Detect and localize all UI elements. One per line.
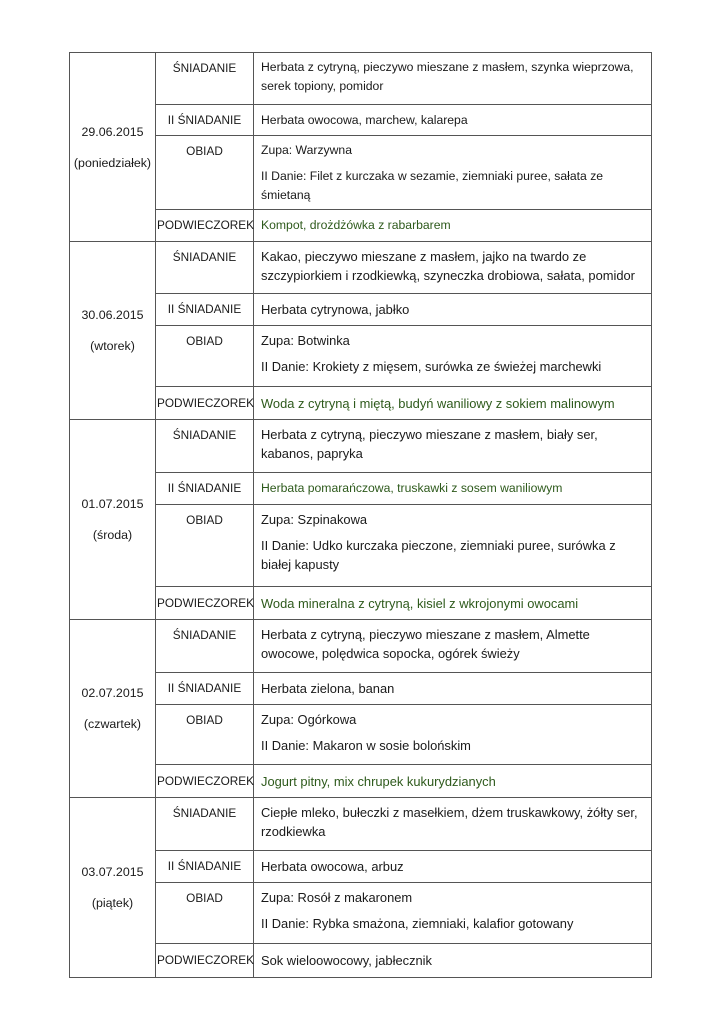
meal-label-lunch: OBIAD [156,136,254,210]
lunch-main: II Danie: Makaron w sosie bolońskim [261,738,471,753]
meal-label-breakfast: ŚNIADANIE [156,798,254,851]
lunch-main: II Danie: Filet z kurczaka w sezamie, ziemniaki puree, sałata ze śmietaną [261,169,604,202]
lunch-soup: Zupa: Warzywna [261,143,352,157]
meal-label-second-breakfast: II ŚNIADANIE [156,105,254,136]
dish-lunch [254,326,652,387]
table-row [70,294,652,326]
table-row [70,473,652,505]
dish-second-breakfast: Herbata owocowa, marchew, kalarepa [254,105,652,136]
day-date: 30.06.2015 [81,308,144,322]
lunch-main: II Danie: Udko kurczaka pieczone, ziemniaki puree, surówka z białej kapusty [261,538,616,572]
day-date: 03.07.2015 [81,865,144,879]
day-weekday: (piątek) [91,896,134,910]
day-date: 01.07.2015 [81,497,144,511]
dish-second-breakfast: Herbata owocowa, arbuz [254,851,652,883]
meal-label-snack: PODWIECZOREK [156,210,254,242]
table-row [70,242,652,294]
meal-label-lunch: OBIAD [156,326,254,387]
day-date: 02.07.2015 [81,686,144,700]
table-row [70,136,652,210]
menu-table [69,52,652,978]
dish-second-breakfast: Herbata zielona, banan [254,673,652,705]
table-row [70,210,652,242]
meal-label-second-breakfast: II ŚNIADANIE [156,294,254,326]
dish-breakfast: Herbata z cytryną, pieczywo mieszane z masłem, biały ser, kabanos, papryka [254,420,652,473]
dish-snack: Kompot, drożdżówka z rabarbarem [254,210,652,242]
meal-label-breakfast: ŚNIADANIE [156,242,254,294]
table-row [70,326,652,387]
table-row [70,587,652,620]
dish-lunch [254,136,652,210]
meal-label-second-breakfast: II ŚNIADANIE [156,673,254,705]
lunch-soup: Zupa: Szpinakowa [261,512,368,527]
meal-label-breakfast: ŚNIADANIE [156,620,254,673]
table-row [70,620,652,673]
day-date: 29.06.2015 [81,124,144,139]
table-row [70,420,652,473]
dish-lunch [254,705,652,765]
dish-second-breakfast: Herbata pomarańczowa, truskawki z sosem waniliowym [254,473,652,505]
day-date-cell [70,242,156,420]
dish-snack: Jogurt pitny, mix chrupek kukurydzianych [254,765,652,798]
meal-label-snack: PODWIECZOREK [156,944,254,978]
table-row [70,673,652,705]
day-weekday: (środa) [92,528,133,542]
table-row [70,105,652,136]
lunch-main: II Danie: Krokiety z mięsem, surówka ze świeżej marchewki [261,359,602,374]
day-weekday: (czwartek) [83,717,142,731]
table-row [70,387,652,420]
table-row [70,883,652,944]
table-row [70,851,652,883]
dish-breakfast: Herbata z cytryną, pieczywo mieszane z masłem, szynka wieprzowa, serek topiony, pomidor [254,53,652,105]
meal-label-lunch: OBIAD [156,883,254,944]
meal-label-breakfast: ŚNIADANIE [156,53,254,105]
day-date-cell [70,620,156,798]
lunch-soup: Zupa: Ogórkowa [261,712,357,727]
table-row [70,944,652,978]
meal-label-second-breakfast: II ŚNIADANIE [156,851,254,883]
meal-label-second-breakfast: II ŚNIADANIE [156,473,254,505]
table-row [70,505,652,587]
lunch-main: II Danie: Rybka smażona, ziemniaki, kalafior gotowany [261,916,574,931]
table-row [70,705,652,765]
meal-label-snack: PODWIECZOREK [156,387,254,420]
day-weekday: (poniedziałek) [73,155,152,170]
meal-label-snack: PODWIECZOREK [156,587,254,620]
dish-breakfast: Kakao, pieczywo mieszane z masłem, jajko na twardo ze szczypiorkiem i rzodkiewką, szyneczka drobiowa, sałata, pomidor [254,242,652,294]
dish-second-breakfast: Herbata cytrynowa, jabłko [254,294,652,326]
lunch-soup: Zupa: Rosół z makaronem [261,890,413,905]
day-date-cell [70,798,156,978]
meal-label-breakfast: ŚNIADANIE [156,420,254,473]
dish-snack: Sok wieloowocowy, jabłecznik [254,944,652,978]
table-row [70,53,652,105]
dish-breakfast: Herbata z cytryną, pieczywo mieszane z masłem, Almette owocowe, polędwica sopocka, ogórek świeży [254,620,652,673]
day-date-cell [70,420,156,620]
dish-breakfast: Ciepłe mleko, bułeczki z masełkiem, dżem truskawkowy, żółty ser, rzodkiewka [254,798,652,851]
table-row [70,798,652,851]
dish-snack: Woda mineralna z cytryną, kisiel z wkrojonymi owocami [254,587,652,620]
table-row [70,765,652,798]
dish-lunch [254,883,652,944]
day-date-cell [70,53,156,242]
lunch-soup: Zupa: Botwinka [261,333,350,348]
day-weekday: (wtorek) [90,339,135,353]
dish-snack: Woda z cytryną i miętą, budyń waniliowy z sokiem malinowym [254,387,652,420]
meal-label-lunch: OBIAD [156,705,254,765]
meal-label-lunch: OBIAD [156,505,254,587]
meal-label-snack: PODWIECZOREK [156,765,254,798]
dish-lunch [254,505,652,587]
